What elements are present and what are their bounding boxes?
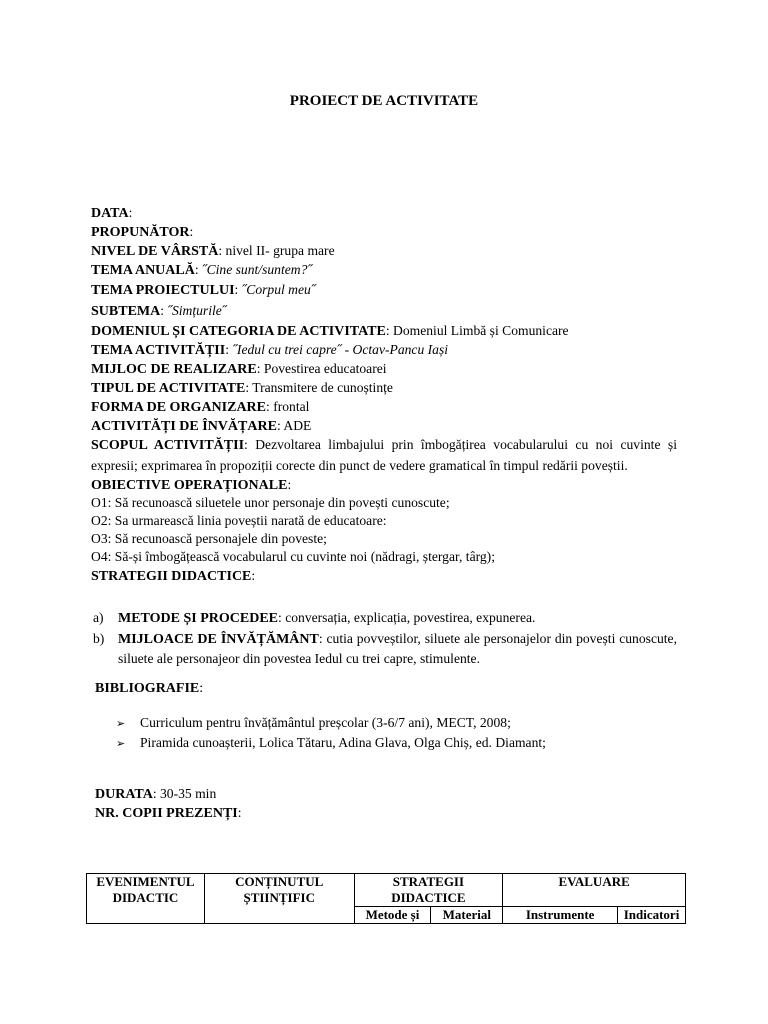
strategie-text: conversația, explicația, povestirea, expunerea. [285,610,536,625]
field-value: Domeniul Limbă și Comunicare [393,323,569,338]
strategii-label: STRATEGII DIDACTICE [91,569,252,584]
field-label: SUBTEMA [91,304,161,319]
field-sep: : [385,323,394,338]
strategie-label: METODE ȘI PROCEDEE [118,611,278,626]
field-value: ˝Simțurile˝ [167,303,227,318]
durata-sep: : [152,786,160,801]
header-strategii: STRATEGII DIDACTICE [354,874,503,907]
field-label: TEMA ANUALĂ [91,263,195,278]
scop-label: SCOPUL ACTIVITĂȚII [91,438,245,453]
field-sep: : [225,342,233,357]
field-label: TEMA ACTIVITĂȚII [91,343,226,358]
obiective-label: OBIECTIVE OPERAȚIONALE [91,478,288,493]
arrow-bullet-icon: ➢ [116,718,126,730]
field-label: ACTIVITĂȚI DE ÎNVĂȚARE [91,419,277,434]
field-value: nivel II- grupa mare [225,243,335,258]
header-fields [91,203,677,585]
field-sep: : [266,399,274,414]
bibliografie-text: Curriculum pentru învățământul preșcolar (3-6/7 ani), MECT, 2008; [140,715,511,730]
subheader-indicatori: Indicatori [618,907,686,924]
field-label: NIVEL DE VÂRSTĂ [91,244,219,259]
field-sep: : [194,262,203,277]
nr-copii-label: NR. COPII PREZENȚI [95,806,238,821]
obiectiv-item: O1: Să recunoască siluetele unor personaje din povești cunoscute; [91,495,450,510]
field-label: TEMA PROIECTULUI [91,283,235,298]
field-subtema [91,300,677,321]
header-eveniment: EVENIMENTUL DIDACTIC [87,874,205,924]
field-value: ˝Corpul meu˝ [241,282,316,297]
bibliografie-heading [95,681,203,697]
bibliografie-list [116,713,546,753]
nr-copii-sep: : [237,805,242,820]
header-evaluare: EVALUARE [503,874,686,907]
field-label: TIPUL DE ACTIVITATE [91,381,246,396]
field-sep: : [160,303,168,318]
page-title: PROIECT DE ACTIVITATE [289,93,479,109]
field-label: DATA [91,206,129,221]
strategie-text: cutia povveștilor, siluete ale personajelor din povești cunoscute, siluete ale personajeor din povestea Iedul cu trei capre, stimulente. [118,630,677,666]
field-mijloc [91,359,677,378]
bibliografie-label: BIBLIOGRAFIE [95,681,200,696]
field-value: Transmitere de cunoștințe [252,380,393,395]
field-sep: : [245,380,253,395]
obiective-heading [91,475,677,494]
field-forma [91,397,677,416]
strategii-heading [91,566,677,585]
scopul-paragraph [91,435,677,475]
field-label: MIJLOC DE REALIZARE [91,362,257,377]
strategie-label: MIJLOACE DE ÎNVĂȚĂMÂNT [118,631,319,647]
obiective-sep: : [287,477,292,492]
list-marker: a) [93,610,104,625]
activity-table [86,873,686,924]
field-value: frontal [273,399,310,414]
field-value: ˝Cine sunt/suntem?˝ [202,262,312,277]
strategie-sep: : [278,610,286,625]
field-sep: : [128,205,133,220]
field-tema-anuala [91,260,677,279]
arrow-bullet-icon: ➢ [116,738,126,750]
field-sep: : [218,243,226,258]
strategie-item-b [91,629,677,669]
field-domeniul [91,321,677,340]
subheader-metode: Metode și [354,907,431,924]
durata-label: DURATA [95,787,153,802]
field-sep: : [276,418,284,433]
field-activitati [91,416,677,435]
bibliografie-text: Piramida cunoașterii, Lolica Tătaru, Adina Glava, Olga Chiș, ed. Diamant; [140,735,546,750]
list-marker: b) [93,630,105,646]
header-continut: CONȚINUTUL ȘTIINȚIFIC [204,874,354,924]
field-sep: : [234,282,242,297]
field-nivel [91,241,677,260]
table-header-row [87,874,686,907]
field-tema-activitatii [91,340,677,359]
field-value: Povestirea educatoarei [263,361,387,376]
field-label: PROPUNĂTOR [91,225,190,240]
obiectiv-item: O2: Sa urmarească linia poveștii narată de educatoare: [91,513,387,528]
strategii-sep: : [251,568,256,583]
scop-text: Dezvoltarea limbajului prin îmbogățirea vocabularului cu noi cuvinte și expresii; exprimarea în propoziții corecte din punct de vedere gramatical în timpul redării poveștii. [91,437,677,473]
strategie-item-a [91,608,677,629]
field-value: ˝Iedul cu trei capre˝ - Octav-Pancu Iași [232,342,449,357]
field-sep: : [256,361,264,376]
strategie-sep: : [318,630,327,646]
field-value: ADE [283,418,312,433]
strategii-list [91,608,677,669]
bibliografie-item [116,713,546,733]
field-sep: : [189,224,194,239]
scop-sep: : [244,437,256,452]
field-tema-proiect [91,279,677,300]
obiectiv-item: O3: Să recunoască personajele din poveste; [91,531,327,546]
field-data [91,203,677,222]
bibliografie-item [116,733,546,753]
subheader-instrumente: Instrumente [503,907,618,924]
bibliografie-sep: : [199,681,204,696]
nr-copii-line [95,805,242,822]
field-label: DOMENIUL ȘI CATEGORIA DE ACTIVITATE [91,324,386,339]
obiectiv-item: O4: Să-și îmbogățească vocabularul cu cuvinte noi (nădragi, ștergar, târg); [91,549,495,564]
durata-value: 30-35 min [160,786,217,801]
field-propunator [91,222,677,241]
durata-line [95,786,216,803]
subheader-material: Material [431,907,503,924]
field-tipul [91,378,677,397]
field-label: FORMA DE ORGANIZARE [91,400,267,415]
